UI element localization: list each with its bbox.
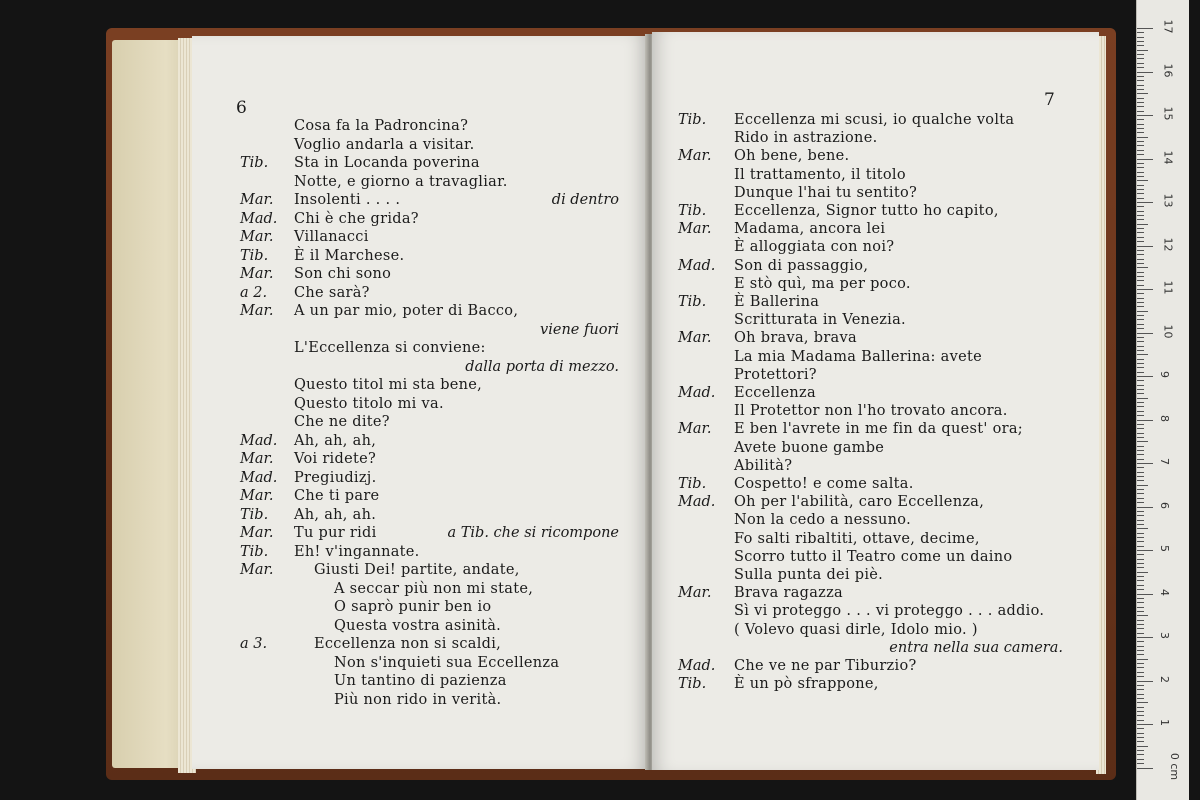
- ruler-tick: [1137, 363, 1144, 364]
- ruler-tick: [1137, 272, 1144, 273]
- ruler-tick: [1137, 746, 1148, 747]
- ruler-tick: [1137, 102, 1144, 103]
- stage-direction: viene fuori: [540, 321, 619, 338]
- speaker-label: Mar.: [678, 148, 712, 165]
- verse-line: Più non rido in verità.: [334, 691, 502, 708]
- ruler-tick: [1137, 385, 1144, 386]
- ruler-tick: [1137, 254, 1144, 255]
- verse-line: E stò quì, ma per poco.: [734, 275, 911, 292]
- ruler-tick: [1137, 515, 1144, 516]
- ruler-tick: [1137, 502, 1144, 503]
- ruler-tick: [1137, 267, 1148, 268]
- speaker-label: Tib.: [240, 543, 269, 560]
- ruler-tick: [1137, 711, 1144, 712]
- ruler-tick: [1137, 346, 1144, 347]
- ruler-tick: [1137, 528, 1148, 529]
- ruler-tick: [1137, 319, 1144, 320]
- ruler-tick: [1137, 206, 1144, 207]
- ruler-tick: [1137, 293, 1144, 294]
- speaker-label: Mad.: [240, 210, 278, 227]
- verse-line: L'Eccellenza si conviene:: [294, 340, 486, 356]
- verse-line: Questa vostra asinità.: [334, 617, 502, 634]
- speaker-label: Tib.: [678, 112, 707, 128]
- ruler-tick: [1137, 511, 1144, 512]
- speaker-label: Mar.: [240, 192, 274, 208]
- ruler-tick: [1137, 485, 1148, 486]
- verse-line: Eh! v'ingannate.: [294, 543, 420, 560]
- ruler-tick: [1137, 276, 1144, 277]
- ruler-number: 6: [1158, 501, 1171, 509]
- ruler-tick: [1137, 341, 1144, 342]
- ruler-tick: [1137, 124, 1144, 125]
- ruler-tick: [1137, 119, 1144, 120]
- verse-line: Avete buone gambe: [734, 439, 885, 456]
- ruler-tick: [1137, 380, 1144, 381]
- ruler-tick: [1137, 598, 1144, 599]
- ruler-tick: [1137, 737, 1144, 738]
- speaker-label: a 2.: [240, 284, 268, 301]
- ruler-tick: [1137, 520, 1144, 521]
- ruler-tick: [1137, 89, 1144, 90]
- ruler-number: 16: [1161, 63, 1175, 77]
- verse-line: Che ne dite?: [294, 414, 390, 430]
- verse-line: Sta in Locanda poverina: [294, 155, 480, 171]
- ruler-tick: [1137, 67, 1144, 68]
- ruler-tick: [1137, 333, 1153, 334]
- verse-line: Che ti pare: [294, 488, 380, 504]
- speaker-label: Mar.: [240, 562, 274, 578]
- ruler-tick: [1137, 420, 1153, 421]
- verse-line: Sulla punta dei piè.: [734, 567, 884, 583]
- stage-direction: dalla porta di mezzo.: [465, 358, 619, 375]
- ruler-tick: [1137, 232, 1144, 233]
- ruler-tick: [1137, 467, 1144, 468]
- ruler-tick: [1137, 389, 1144, 390]
- ruler-number: 17: [1161, 19, 1175, 34]
- ruler-tick: [1137, 659, 1148, 660]
- ruler-tick: [1137, 633, 1144, 634]
- ruler-number: 12: [1161, 237, 1175, 251]
- verse-line: Non la cedo a nessuno.: [734, 512, 911, 529]
- ruler-tick: [1137, 411, 1144, 412]
- ruler-tick: [1137, 50, 1148, 51]
- page-number: 7: [1044, 90, 1055, 110]
- verse-line: Oh bene, bene.: [734, 148, 850, 165]
- ruler-tick: [1137, 145, 1144, 146]
- ruler-number: 5: [1158, 545, 1171, 552]
- ruler-tick: [1137, 376, 1153, 377]
- ruler-tick: [1137, 311, 1148, 312]
- ruler-tick: [1137, 32, 1144, 33]
- ruler-tick: [1137, 641, 1144, 642]
- ruler-tick: [1137, 428, 1144, 429]
- ruler-number: 15: [1161, 106, 1175, 121]
- ruler-tick: [1137, 285, 1144, 286]
- ruler-tick: [1137, 280, 1144, 281]
- ruler-tick: [1137, 463, 1153, 464]
- speaker-label: Tib.: [678, 294, 707, 310]
- verse-line: ( Volevo quasi dirle, Idolo mio. ): [734, 621, 978, 638]
- ruler-tick: [1137, 654, 1144, 655]
- ruler-tick: [1137, 580, 1144, 581]
- verse-line: Madama, ancora lei: [734, 221, 886, 238]
- verse-line: A un par mio, poter di Bacco,: [294, 303, 519, 319]
- verse-line: Son di passaggio,: [734, 257, 869, 274]
- ruler-tick: [1137, 41, 1144, 42]
- ruler-tick: [1137, 620, 1144, 621]
- ruler-tick: [1137, 676, 1144, 677]
- verse-line: E ben l'avrete in me fin da quest' ora;: [734, 421, 1023, 438]
- ruler-tick: [1137, 663, 1144, 664]
- ruler-tick: [1137, 572, 1148, 573]
- ruler-tick: [1137, 433, 1144, 434]
- ruler-tick: [1137, 398, 1148, 399]
- ruler-tick: [1137, 563, 1144, 564]
- ruler-tick: [1137, 437, 1144, 438]
- ruler-tick: [1137, 58, 1144, 59]
- verse-line: Il Protettor non l'ho trovato ancora.: [734, 403, 1008, 420]
- ruler-tick: [1137, 476, 1144, 477]
- ruler-tick: [1137, 406, 1144, 407]
- ruler-tick: [1137, 415, 1144, 416]
- speaker-label: Tib.: [678, 676, 707, 693]
- ruler-tick: [1137, 611, 1144, 612]
- verse-line: Abilità?: [734, 457, 793, 474]
- ruler-tick: [1137, 589, 1144, 590]
- ruler-tick: [1137, 524, 1144, 525]
- ruler-tick: [1137, 128, 1144, 129]
- verse-line: Brava ragazza: [734, 585, 844, 602]
- ruler-tick: [1137, 159, 1153, 160]
- verse-line: Son chi sono: [294, 266, 392, 282]
- ruler-tick: [1137, 211, 1144, 212]
- ruler-tick: [1137, 28, 1153, 29]
- ruler-tick: [1137, 446, 1144, 447]
- ruler-tick: [1137, 702, 1148, 703]
- verse-line: Villanacci: [294, 229, 369, 245]
- verse-line: Scritturata in Venezia.: [734, 312, 906, 329]
- verse-line: Rido in astrazione.: [734, 130, 878, 147]
- speaker-label: Mad.: [240, 469, 278, 486]
- verse-line: La mia Madama Ballerina: avete: [734, 348, 982, 365]
- ruler-tick: [1137, 576, 1144, 577]
- ruler-number: 10: [1161, 324, 1175, 338]
- ruler-tick: [1137, 202, 1153, 203]
- verse-line: O saprò punir ben io: [334, 599, 492, 615]
- ruler-tick: [1137, 707, 1144, 708]
- verse-line: Tu pur ridi: [294, 525, 377, 541]
- ruler-tick: [1137, 441, 1148, 442]
- ruler-tick: [1137, 681, 1153, 682]
- ruler-number: 4: [1158, 588, 1171, 596]
- speaker-label: Tib.: [678, 476, 707, 492]
- verse-line: Eccellenza non si scaldi,: [314, 636, 502, 652]
- ruler-tick: [1137, 45, 1144, 46]
- ruler-tick: [1137, 189, 1144, 190]
- stage-direction: a Tib. che si ricompone: [447, 525, 619, 541]
- verse-line: Che ve ne par Tiburzio?: [734, 658, 917, 674]
- measuring-ruler: [1136, 0, 1189, 800]
- verse-line: Questo titolo mi va.: [294, 395, 444, 412]
- ruler-number: 11: [1161, 280, 1175, 295]
- ruler-tick: [1137, 759, 1144, 760]
- ruler-tick: [1137, 537, 1144, 538]
- ruler-tick: [1137, 472, 1144, 473]
- speaker-label: Tib.: [240, 506, 269, 523]
- speaker-label: Mar.: [240, 488, 274, 504]
- ruler-tick: [1137, 602, 1144, 603]
- ruler-tick: [1137, 741, 1144, 742]
- speaker-label: Mar.: [240, 451, 274, 467]
- verse-line: Dunque l'hai tu sentito?: [734, 184, 918, 201]
- verse-line: Il trattamento, il titolo: [734, 166, 906, 183]
- ruler-tick: [1137, 541, 1144, 542]
- ruler-tick: [1137, 450, 1144, 451]
- ruler-tick: [1137, 672, 1144, 673]
- ruler-tick: [1137, 628, 1144, 629]
- page-number: 6: [236, 98, 247, 118]
- ruler-tick: [1137, 637, 1153, 638]
- ruler-tick: [1137, 306, 1144, 307]
- ruler-tick: [1137, 246, 1153, 247]
- ruler-number: 14: [1161, 150, 1175, 164]
- ruler-number: 8: [1158, 414, 1171, 422]
- ruler-tick: [1137, 302, 1144, 303]
- ruler-tick: [1137, 559, 1144, 560]
- ruler-tick: [1137, 289, 1153, 290]
- ruler-tick: [1137, 250, 1144, 251]
- ruler-tick: [1137, 111, 1144, 112]
- stage-direction: entra nella sua camera.: [889, 639, 1063, 656]
- verse-line: Un tantino di pazienza: [334, 673, 507, 689]
- ruler-tick: [1137, 315, 1144, 316]
- ruler-number: 2: [1158, 675, 1171, 683]
- ruler-tick: [1137, 350, 1144, 351]
- verse-line: Eccellenza: [734, 385, 816, 401]
- ruler-tick: [1137, 37, 1144, 38]
- left-page: [192, 36, 647, 769]
- ruler-tick: [1137, 646, 1144, 647]
- verse-line: Protettori?: [734, 366, 817, 383]
- verse-line: Giusti Dei! partite, andate,: [314, 562, 520, 578]
- ruler-tick: [1137, 607, 1144, 608]
- ruler-tick: [1137, 198, 1144, 199]
- ruler-tick: [1137, 215, 1144, 216]
- ruler-tick: [1137, 393, 1144, 394]
- ruler-tick: [1137, 507, 1153, 508]
- ruler-tick: [1137, 689, 1144, 690]
- speaker-label: Tib.: [678, 203, 707, 219]
- ruler-tick: [1137, 228, 1144, 229]
- ruler-tick: [1137, 594, 1153, 595]
- ruler-tick: [1137, 80, 1144, 81]
- verse-line: Eccellenza mi scusi, io qualche volta: [734, 112, 1015, 128]
- ruler-tick: [1137, 546, 1144, 547]
- speaker-label: Mar.: [240, 525, 274, 541]
- speaker-label: Mar.: [240, 303, 274, 319]
- ruler-tick: [1137, 750, 1144, 751]
- ruler-tick: [1137, 585, 1144, 586]
- ruler-tick: [1137, 615, 1148, 616]
- speaker-label: Mar.: [240, 266, 274, 282]
- ruler-tick: [1137, 733, 1144, 734]
- verse-line: Oh per l'abilità, caro Eccellenza,: [734, 494, 985, 511]
- ruler-tick: [1137, 454, 1144, 455]
- speaker-label: Mar.: [678, 421, 712, 438]
- ruler-tick: [1137, 720, 1144, 721]
- verse-line: Che sarà?: [294, 284, 370, 301]
- ruler-tick: [1137, 667, 1144, 668]
- ruler-number: 1: [1158, 719, 1171, 726]
- ruler-tick: [1137, 424, 1144, 425]
- verse-line: È alloggiata con noi?: [734, 239, 895, 256]
- speaker-label: Mar.: [240, 229, 274, 245]
- ruler-tick: [1137, 115, 1153, 116]
- ruler-tick: [1137, 498, 1144, 499]
- verse-line: Sì vi proteggo . . . vi proteggo . . . addio.: [734, 603, 1045, 620]
- ruler-tick: [1137, 137, 1148, 138]
- verse-line: È un pò sfrappone,: [734, 676, 879, 693]
- ruler-number: 13: [1161, 193, 1175, 208]
- ruler-tick: [1137, 132, 1144, 133]
- ruler-tick: [1137, 402, 1144, 403]
- verse-line: Fo salti ribaltiti, ottave, decime,: [734, 530, 980, 547]
- speaker-label: Mad.: [678, 257, 716, 274]
- speaker-label: Tib.: [240, 247, 269, 264]
- ruler-tick: [1137, 685, 1144, 686]
- speaker-label: Mar.: [678, 585, 712, 602]
- ruler-tick: [1137, 172, 1144, 173]
- ruler-tick: [1137, 698, 1144, 699]
- right-page: [652, 32, 1099, 770]
- ruler-tick: [1137, 63, 1144, 64]
- stage-direction: di dentro: [551, 192, 619, 208]
- ruler-number: 9: [1158, 371, 1171, 378]
- ruler-tick: [1137, 728, 1144, 729]
- verse-line: A seccar più non mi state,: [334, 580, 534, 597]
- ruler-tick: [1137, 150, 1144, 151]
- verse-line: Ah, ah, ah,: [294, 432, 377, 449]
- ruler-tick: [1137, 367, 1144, 368]
- verse-line: Ah, ah, ah.: [294, 506, 377, 523]
- ruler-tick: [1137, 324, 1144, 325]
- ruler-tick: [1137, 180, 1148, 181]
- verse-line: È Ballerina: [734, 294, 820, 310]
- ruler-tick: [1137, 533, 1144, 534]
- ruler-tick: [1137, 328, 1144, 329]
- ruler-tick: [1137, 715, 1144, 716]
- verse-line: Notte, e giorno a travagliar.: [294, 173, 508, 190]
- ruler-tick: [1137, 372, 1144, 373]
- ruler-tick: [1137, 259, 1144, 260]
- ruler-tick: [1137, 493, 1144, 494]
- ruler-tick: [1137, 480, 1144, 481]
- verse-line: Cosa fa la Padroncina?: [294, 118, 469, 134]
- speaker-label: Mad.: [678, 385, 716, 401]
- ruler-tick: [1137, 724, 1153, 725]
- verse-line: Questo titol mi sta bene,: [294, 377, 483, 393]
- speaker-label: Tib.: [240, 155, 269, 171]
- verse-line: Voglio andarla a visitar.: [294, 136, 475, 153]
- ruler-tick: [1137, 754, 1144, 755]
- ruler-tick: [1137, 85, 1144, 86]
- ruler-tick: [1137, 768, 1153, 769]
- ruler-tick: [1137, 567, 1144, 568]
- ruler-tick: [1137, 624, 1144, 625]
- ruler-tick: [1137, 694, 1144, 695]
- speaker-label: Mar.: [678, 330, 712, 347]
- speaker-label: Mad.: [678, 658, 716, 674]
- verse-line: È il Marchese.: [294, 247, 405, 264]
- verse-line: Voi ridete?: [294, 451, 377, 467]
- verse-line: Scorro tutto il Teatro come un daino: [734, 548, 1013, 565]
- ruler-tick: [1137, 185, 1144, 186]
- ruler-tick: [1137, 154, 1144, 155]
- ruler-number: 7: [1158, 458, 1171, 465]
- ruler-tick: [1137, 489, 1144, 490]
- verse-line: Chi è che grida?: [294, 210, 419, 227]
- ruler-tick: [1137, 298, 1144, 299]
- speaker-label: a 3.: [240, 636, 268, 652]
- ruler-tick: [1137, 163, 1144, 164]
- speaker-label: Mar.: [678, 221, 712, 238]
- ruler-tick: [1137, 354, 1148, 355]
- ruler-tick: [1137, 237, 1144, 238]
- ruler-number: 0 cm: [1168, 752, 1182, 780]
- verse-line: Pregiudizj.: [294, 469, 377, 486]
- ruler-tick: [1137, 219, 1144, 220]
- ruler-tick: [1137, 98, 1144, 99]
- ruler-tick: [1137, 241, 1144, 242]
- ruler-tick: [1137, 763, 1144, 764]
- ruler-tick: [1137, 141, 1144, 142]
- speaker-label: Mad.: [240, 432, 278, 449]
- verse-line: Eccellenza, Signor tutto ho capito,: [734, 203, 999, 219]
- ruler-tick: [1137, 263, 1144, 264]
- ruler-tick: [1137, 650, 1144, 651]
- ruler-number: 3: [1158, 632, 1171, 639]
- ruler-tick: [1137, 459, 1144, 460]
- ruler-tick: [1137, 176, 1144, 177]
- ruler-tick: [1137, 72, 1153, 73]
- ruler-tick: [1137, 550, 1153, 551]
- ruler-tick: [1137, 54, 1144, 55]
- ruler-tick: [1137, 106, 1144, 107]
- speaker-label: Mad.: [678, 494, 716, 511]
- ruler-tick: [1137, 167, 1144, 168]
- verse-line: Cospetto! e come salta.: [734, 476, 914, 492]
- ruler-tick: [1137, 224, 1148, 225]
- verse-line: Oh brava, brava: [734, 330, 857, 347]
- ruler-tick: [1137, 193, 1144, 194]
- ruler-tick: [1137, 337, 1144, 338]
- ruler-tick: [1137, 76, 1144, 77]
- ruler-tick: [1137, 359, 1144, 360]
- ruler-tick: [1137, 93, 1148, 94]
- ruler-tick: [1137, 554, 1144, 555]
- verse-line: Insolenti . . . .: [294, 192, 401, 208]
- verse-line: Non s'inquieti sua Eccellenza: [334, 654, 560, 671]
